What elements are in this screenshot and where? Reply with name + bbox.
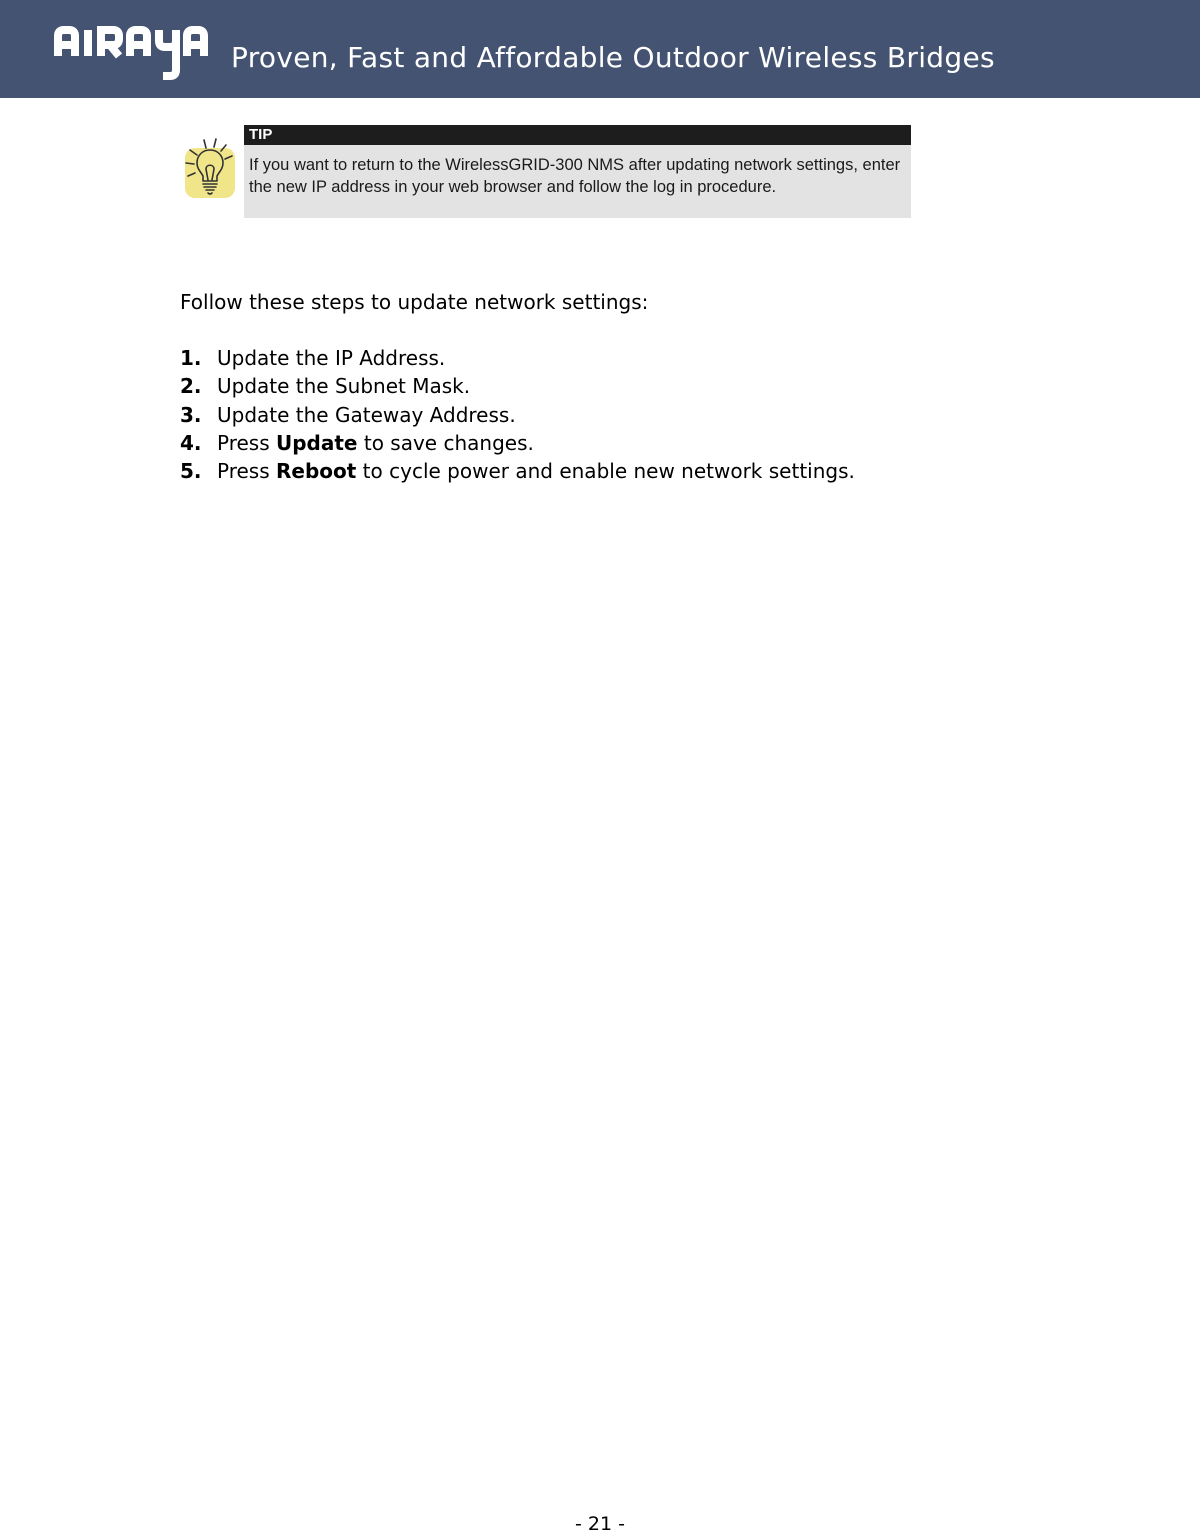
step-item	[180, 372, 855, 400]
step-item	[180, 457, 855, 485]
step-text: Update the Subnet Mask.	[217, 374, 471, 399]
step-text-suffix: to save changes.	[357, 430, 534, 455]
step-number: 5.	[180, 459, 202, 484]
page-header	[0, 0, 1200, 98]
step-item	[180, 344, 855, 372]
step-text: Update the IP Address.	[217, 346, 446, 370]
header-tagline: Proven, Fast and Affordable Outdoor Wireless Bridges	[231, 41, 995, 74]
step-item	[180, 401, 855, 429]
step-number: 2.	[180, 374, 202, 399]
step-text: Press	[217, 430, 276, 455]
step-text: Update the Gateway Address.	[217, 402, 516, 427]
airaya-logo	[52, 18, 212, 82]
update-keyword: Update	[276, 430, 358, 455]
steps-intro: Follow these steps to update network settings:	[180, 290, 649, 314]
tip-text: If you want to return to the WirelessGRID-300 NMS after updating network settings, enter the new IP address in your web browser and follow the log in procedure.	[249, 156, 901, 196]
step-item	[180, 429, 855, 457]
steps-list	[180, 344, 855, 485]
lightbulb-icon	[182, 136, 238, 202]
page-number: - 21 -	[575, 1513, 625, 1535]
tip-box	[244, 125, 911, 218]
step-number: 3.	[180, 402, 202, 427]
step-text-suffix: to cycle power and enable new network settings.	[356, 459, 855, 484]
reboot-keyword: Reboot	[276, 459, 357, 484]
step-number: 4.	[180, 430, 202, 455]
step-text: Press	[217, 459, 276, 484]
step-number: 1.	[180, 346, 202, 370]
tip-label: TIP	[244, 125, 911, 145]
